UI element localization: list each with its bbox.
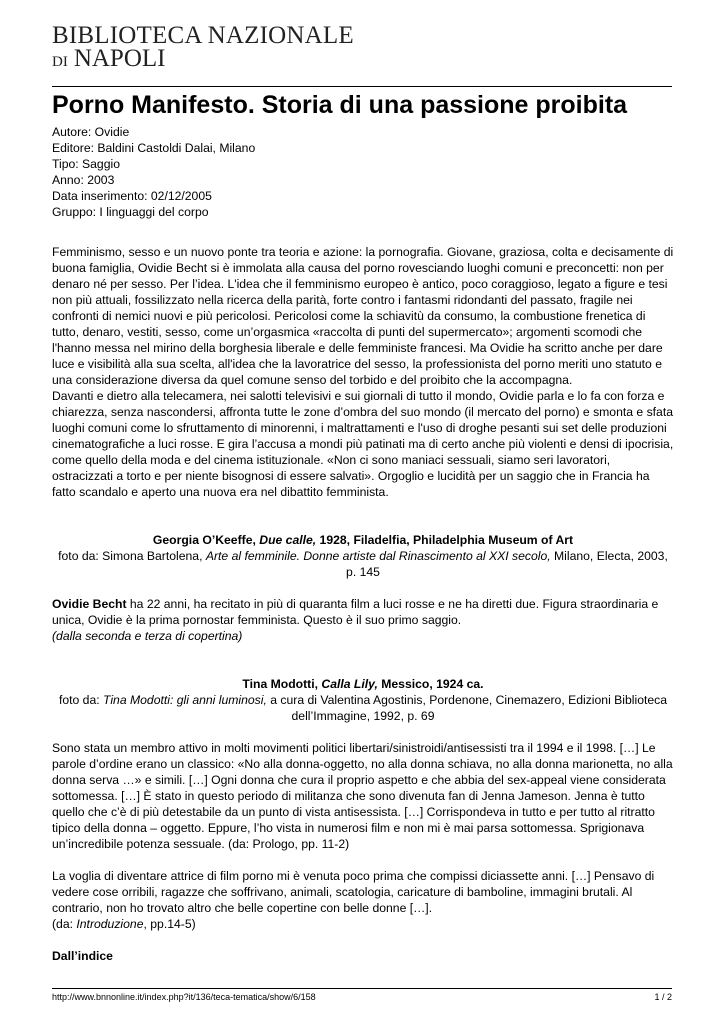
quote2-text: La voglia di diventare attrice di film porno mi è venuta poco prima che compissi diciassette anni. […] Pensavo di vedere cose orribili, ragazze che soffrivano, animali, scatologia, caricature di bamboline, immagini brutali. Al contrario, non ho trovato altro che belle copertine con belle donne […]. <box>52 869 655 915</box>
caption2-source-details: a cura di Valentina Agostinis, Pordenone, Cinemazero, Edizioni Biblioteca dell’Immagine, 1992, p. 69 <box>266 693 668 723</box>
quote-prologo: Sono stata un membro attivo in molti movimenti politici libertari/sinistroidi/antisessisti tra il 1994 e il 1998. […] Le parole d’ordine erano un classico: «No alla donna-oggetto, no alla donna schiava, no alla donna marionetta, no alla donna serva …» e simili. […] Ogni donna che cura il proprio aspetto e che abbia del sex-appeal viene considerata sottomessa. […] È stato in questo periodo di militanza che sono divenuta fan di Jenna Jameson. Jenna è tutto quello che c’è di più detestabile da un punto di vista antisessista. […] Corrispondeva in tutto e per tutto al ritratto tipico della donna – oggetto. Eppure, l’ho vista in numerosi film e non mi è mai parsa sottomessa. Sprigionava un’incredibile potenza sessuale. (da: Prologo, pp. 11-2) <box>52 741 673 851</box>
library-logo <box>52 24 354 73</box>
quote-introduzione <box>52 868 674 932</box>
caption1-source-details: Milano, Electa, 2003, p. 145 <box>346 549 668 579</box>
caption1-work: Due calle, <box>259 533 317 547</box>
header-divider <box>52 86 672 87</box>
quote2-source-pages: , pp.14-5) <box>143 917 196 931</box>
record-metadata <box>52 124 255 220</box>
paragraph-2: Davanti e dietro alla telecamera, nei salotti televisivi e sui giornali di tutto il mondo, Ovidie parla e lo fa con forza e chiarezza, senza nascondersi, affronta tutte le zone d’ombra del suo mondo (il mercato del porno) e smonta e sfata luoghi comuni come lo sfruttamento di minorenni, i maltrattamenti e l'uso di droghe pesanti sui set delle produzioni cinematografiche a luci rosse. E gira l’accusa a mondi più patinati ma di certo anche più violenti e densi di ipocrisia, come quello della moda e del cinema istituzionale. «Non ci sono maniaci sessuali, siamo seri lavoratori, ostracizzati a torto e per niente bisognosi di essere salvati». Orgoglio e lucidità per un saggio che in Francia ha fatto scandalo e aperto una nuova era nel dibattito femminista. <box>52 389 674 499</box>
logo-line-1: BIBLIOTECA NAZIONALE <box>52 22 354 49</box>
page-number: 1 / 2 <box>654 992 672 1002</box>
meta-tipo: Tipo: Saggio <box>52 157 120 171</box>
quote2-source-title: Introduzione <box>76 917 144 931</box>
caption1-source-title: Arte al femminile. Donne artiste dal Rinascimento al XXI secolo, <box>205 549 551 563</box>
meta-anno: Anno: 2003 <box>52 173 115 187</box>
image-caption-1 <box>52 532 674 580</box>
meta-editore: Editore: Baldini Castoldi Dalai, Milano <box>52 141 256 155</box>
logo-napoli: NAPOLI <box>73 45 166 72</box>
caption2-work: Calla Lily, <box>321 677 378 691</box>
caption2-details: Messico, 1924 ca. <box>377 677 484 691</box>
meta-autore: Autore: Ovidie <box>52 125 130 139</box>
meta-data-inserimento: Data inserimento: 02/12/2005 <box>52 189 212 203</box>
article-body <box>52 244 674 964</box>
bio-name: Ovidie Becht <box>52 597 127 611</box>
caption2-source-title: Tina Modotti: gli anni luminosi, <box>103 693 267 707</box>
bio-source: (dalla seconda e terza di copertina) <box>52 629 243 643</box>
caption2-source-label: foto da: <box>58 693 104 707</box>
footer-divider <box>52 988 672 989</box>
image-caption-2 <box>52 676 674 724</box>
logo-di: DI <box>52 54 68 70</box>
paragraph-1: Femminismo, sesso e un nuovo ponte tra teoria e azione: la pornografia. Giovane, graziosa, colta e decisamente di buona famiglia, Ovidie Becht si è immolata alla causa del porno rovesciando luoghi comuni e preconcetti: non per denaro né per sesso. Per l’idea. L'idea che il femminismo europeo è antico, poco coraggioso, legato a figure e tesi non più attuali, fossilizzato nella ricerca della parità, forte contro i fantasmi ridondanti del passato, fragile nei confronti di nemici nuovi e più pericolosi. Pericolosi come la schiavitù da consumo, la combustione frenetica di tutto, denaro, vestiti, sesso, come un’orgasmica «raccolta di punti del supermercato»; argomenti scomodi che l'hanno messa nel mirino della borghesia liberale e delle femministe francesi. Ma Ovidie ha scritto anche per dare luce e visibilità alla sua scelta, all'idea che la lavoratrice del sesso, la professionista del porno meriti uno statuto e una considerazione diversa da quel comune senso del torbido e del proibito che la accompagna. <box>52 245 674 387</box>
footer-url[interactable]: http://www.bnnonline.it/index.php?it/136/teca-tematica/show/6/158 <box>52 992 316 1002</box>
caption1-artist: Georgia O’Keeffe, <box>152 533 260 547</box>
page-title: Porno Manifesto. Storia di una passione proibita <box>52 91 628 119</box>
logo-line-2 <box>52 45 354 73</box>
caption1-source-label: foto da: Simona Bartolena, <box>58 549 206 563</box>
caption1-details: 1928, Filadelfia, Philadelphia Museum of Art <box>316 533 574 547</box>
meta-gruppo: Gruppo: I linguaggi del corpo <box>52 205 209 219</box>
quote2-source-open: (da: <box>52 917 77 931</box>
author-bio <box>52 596 674 628</box>
caption2-artist: Tina Modotti, <box>242 677 322 691</box>
bio-text: ha 22 anni, ha recitato in più di quaranta film a luci rosse e ne ha diretti due. Figura straordinaria e unica, Ovidie è la prima pornostar femminista. Questo è il suo primo saggio. <box>52 597 659 627</box>
index-heading: Dall’indice <box>52 949 113 963</box>
